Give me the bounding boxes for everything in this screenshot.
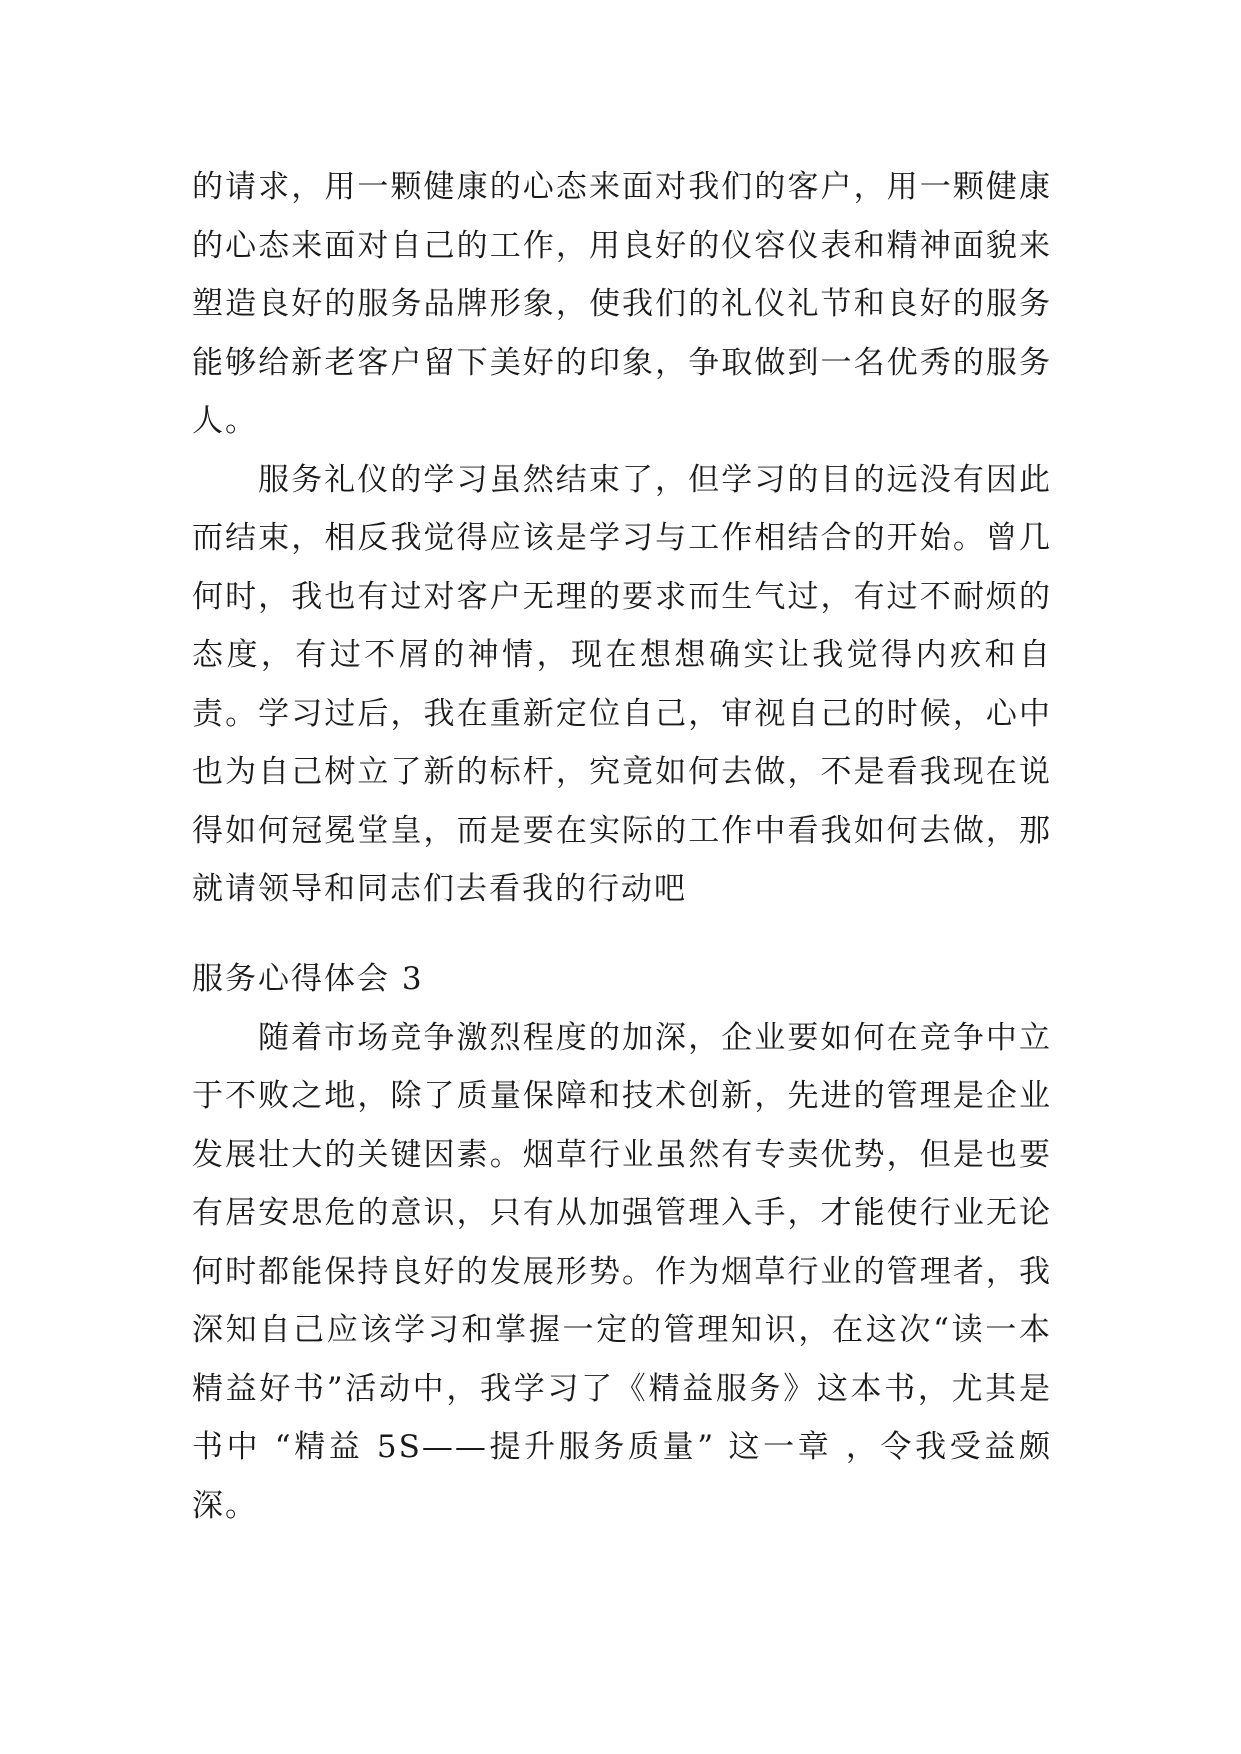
lower-text-block bbox=[192, 950, 1052, 1535]
paragraph-lean-service: 随着市场竞争激烈程度的加深，企业要如何在竞争中立于不败之地，除了质量保障和技术创新，先进的管理是企业发展壮大的关键因素。烟草行业虽然有专卖优势，但是也要有居安思危的意识，只有从加强管理入手，才能使行业无论何时都能保持良好的发展形势。作为烟草行业的管理者，我深知自己应该学习和掌握一定的管理知识，在这次“读一本精益好书”活动中，我学习了《精益服务》这本书，尤其是书中 “精益 5S——提升服务质量” 这一章 ，令我受益颇深。 bbox=[192, 1019, 1052, 1524]
continuation-paragraph: 的请求，用一颗健康的心态来面对我们的客户，用一颗健康的心态来面对自己的工作，用良好的仪容仪表和精神面貌来塑造良好的服务品牌形象，使我们的礼仪礼节和良好的服务能够给新老客户留下美好的印象，争取做到一名优秀的服务人。 bbox=[192, 169, 1052, 439]
paragraph-service-etiquette: 服务礼仪的学习虽然结束了，但学习的目的远没有因此而结束，相反我觉得应该是学习与工作相结合的开始。曾几何时，我也有过对客户无理的要求而生气过，有过不耐烦的态度，有过不屑的神情，现在想想确实让我觉得内疚和自责。学习过后，我在重新定位自己，审视自己的时候，心中也为自己树立了新的标杆，究竟如何去做，不是看我现在说得如何冠冕堂皇，而是要在实际的工作中看我如何去做，那就请领导和同志们去看我的行动吧 bbox=[192, 461, 1052, 907]
section-title: 服务心得体会 3 bbox=[192, 961, 424, 997]
upper-text-block bbox=[192, 158, 1052, 919]
